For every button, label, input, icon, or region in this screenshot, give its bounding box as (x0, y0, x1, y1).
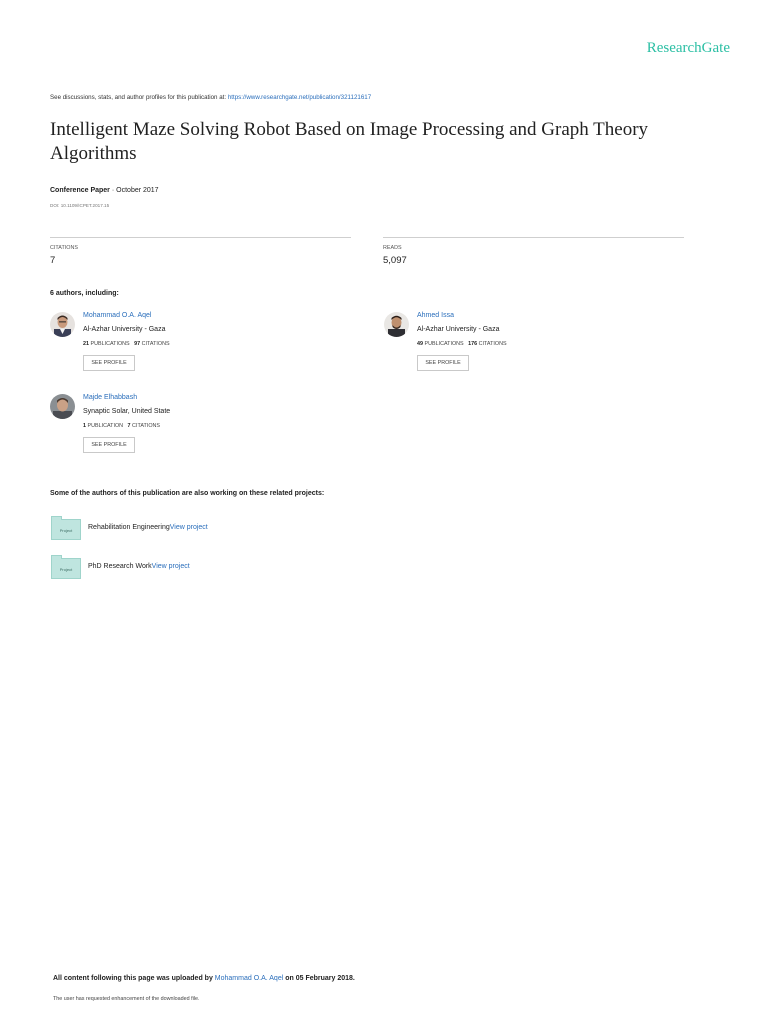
reads-label: READS (383, 245, 402, 251)
researchgate-logo[interactable]: ResearchGate (646, 40, 730, 56)
publication-type-line (50, 187, 159, 194)
citations-label: CITATIONS (141, 341, 170, 347)
publication-title: Intelligent Maze Solving Robot Based on Image Processing and Graph Theory Algorithms (50, 119, 649, 164)
uploader-link[interactable]: Mohammad O.A. Aqel (214, 975, 284, 982)
author-stats (83, 423, 160, 429)
author-card (50, 312, 350, 382)
discussion-text: See discussions, stats, and author profiles for this publication at: (50, 94, 228, 101)
author-stats (417, 341, 507, 347)
project-item (51, 519, 351, 545)
publications-label: PUBLICATIONS (90, 341, 130, 347)
see-profile-button[interactable]: SEE PROFILE (83, 437, 135, 453)
project-name: PhD Research Work (88, 563, 152, 570)
project-name: Rehabilitation Engineering (88, 524, 170, 531)
publications-count: 49 (417, 341, 423, 347)
citations-count: 7 (127, 423, 131, 429)
avatar[interactable] (384, 312, 409, 337)
folder-icon (51, 558, 81, 579)
author-institution: Al-Azhar University - Gaza (83, 326, 166, 333)
citations-divider (50, 237, 351, 238)
related-projects-heading: Some of the authors of this publication are also working on these related projects: (50, 490, 325, 497)
see-profile-button[interactable]: SEE PROFILE (83, 355, 135, 371)
publications-count: 1 (83, 423, 86, 429)
citations-count: 176 (468, 341, 478, 347)
author-institution: Al-Azhar University - Gaza (417, 326, 500, 333)
publications-count: 21 (83, 341, 89, 347)
upload-suffix: on 05 February 2018. (283, 975, 355, 982)
author-institution: Synaptic Solar, United State (83, 408, 171, 415)
citations-count: 97 (134, 341, 141, 347)
authors-heading: 6 authors, including: (50, 290, 119, 297)
see-profile-button[interactable]: SEE PROFILE (417, 355, 469, 371)
project-entry (88, 524, 208, 531)
author-name-link[interactable]: Ahmed Issa (417, 312, 454, 319)
author-card (50, 394, 350, 464)
view-project-link[interactable]: View project (169, 524, 208, 531)
publication-url-link[interactable]: https://www.researchgate.net/publication/321121617 (227, 94, 372, 101)
citations-value: 7 (50, 255, 56, 266)
publications-label: PUBLICATION (87, 423, 124, 429)
publication-type: Conference Paper (50, 187, 110, 194)
folder-icon (51, 519, 81, 540)
discussion-note (50, 94, 371, 101)
reads-divider (383, 237, 684, 238)
upload-prefix: All content following this page was uploaded by (53, 975, 215, 982)
view-project-link[interactable]: View project (151, 563, 190, 570)
publications-label: PUBLICATIONS (424, 341, 464, 347)
author-name-link[interactable]: Mohammad O.A. Aqel (83, 312, 152, 319)
type-separator: · (109, 187, 117, 194)
project-icon-label: Project (59, 567, 73, 572)
author-stats (83, 341, 170, 347)
reads-value: 5,097 (383, 255, 407, 266)
enhancement-note: The user has requested enhancement of the downloaded file. (53, 996, 200, 1002)
doi: DOI: 10.1109/ICPET.2017.15 (50, 203, 110, 208)
project-entry (88, 563, 190, 570)
project-icon-label: Project (59, 528, 73, 533)
project-item (51, 558, 351, 584)
avatar[interactable] (50, 312, 75, 337)
citations-label: CITATIONS (478, 341, 507, 347)
upload-note (53, 975, 355, 982)
avatar[interactable] (50, 394, 75, 419)
citations-label: CITATIONS (50, 245, 78, 251)
author-card (384, 312, 684, 382)
citations-label: CITATIONS (132, 423, 160, 429)
author-name-link[interactable]: Majde Elhabbash (83, 394, 138, 401)
publication-date: October 2017 (116, 187, 159, 194)
